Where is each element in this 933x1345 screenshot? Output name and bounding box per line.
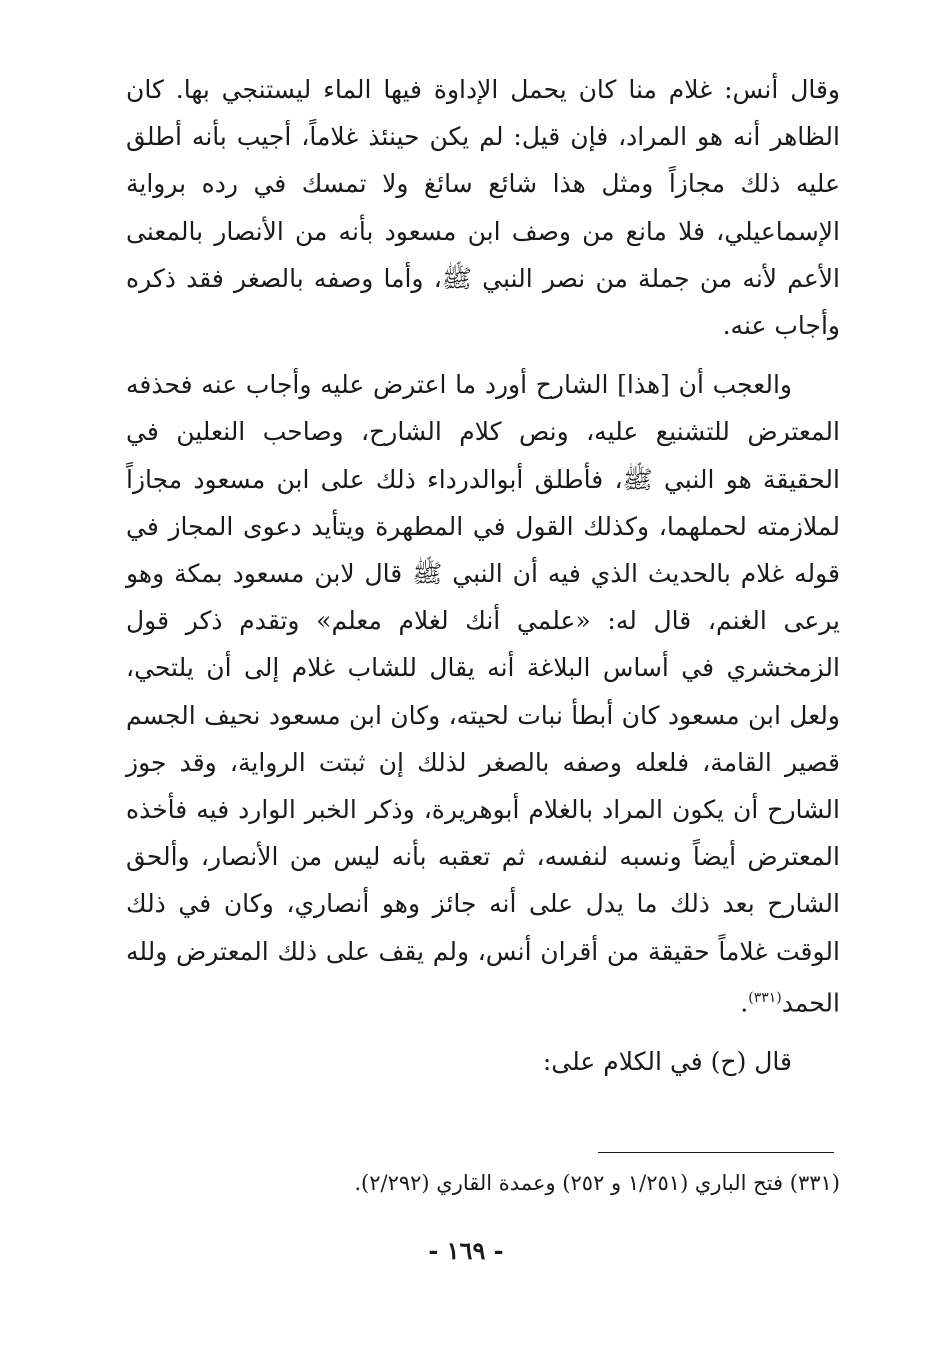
footnote-divider: [598, 1152, 834, 1153]
paragraph-1: وقال أنس: غلام منا كان يحمل الإداوة فيها الماء ليستنجي بها. كان الظاهر أنه هو المراد، فإن قيل: لم يكن حينئذ غلاماً، أجيب بأنه أطلق عليه ذلك مجازاً ومثل هذا شائع سائغ ولا تمسك في رده برواية الإسماعيلي، فلا مانع من وصف ابن مسعود بأنه من الأنصار بالمعنى الأعم لأنه من جملة من نصر النبي ﷺ، وأما وصفه بالصغر فقد ذكره وأجاب عنه.: [126, 75, 840, 341]
footnote-reference: (٣٣١): [748, 989, 782, 1006]
paragraph-2-end: .: [740, 988, 749, 1018]
main-text-block: [126, 66, 840, 1086]
paragraph-2: [126, 361, 840, 1026]
paragraph-2-text: والعجب أن [هذا] الشارح أورد ما اعترض عليه وأجاب عنه فحذفه المعترض للتشنيع عليه، ونص كلام الشارح، وصاحب النعلين في الحقيقة هو النبي ﷺ، فأطلق أبوالدرداء ذلك على ابن مسعود مجازاً لملازمته لحملهما، وكذلك القول في المطهرة ويتأيد دعوى المجاز في قوله غلام بالحديث الذي فيه أن النبي ﷺ قال لابن مسعود بمكة وهو يرعى الغنم، قال له: «علمي أنك لغلام معلم» وتقدم ذكر قول الزمخشري في أساس البلاغة أنه يقال للشاب غلام إلى أن يلتحي، ولعل ابن مسعود كان أبطأ نبات لحيته، وكان ابن مسعود نحيف الجسم قصير القامة، فلعله وصفه بالصغر لذلك إن ثبتت الرواية، وقد جوز الشارح أن يكون المراد بالغلام أبوهريرة، وذكر الخبر الوارد فيه فأخذه المعترض أيضاً ونسبه لنفسه، ثم تعقبه بأنه ليس من الأنصار، وألحق الشارح بعد ذلك ما يدل على أنه جائز وهو أنصاري، وكان في ذلك الوقت غلاماً حقيقة من أقران أنس، ولم يقف على ذلك المعترض ولله الحمد: [126, 370, 840, 1018]
section-heading-line: قال (ح) في الكلام على:: [542, 1047, 792, 1077]
page-number: - ١٦٩ -: [428, 1236, 504, 1265]
footnote: (٣٣١) فتح الباري (١/٢٥١ و ٢٥٢) وعمدة القاري (٢/٢٩٢).: [354, 1171, 840, 1195]
